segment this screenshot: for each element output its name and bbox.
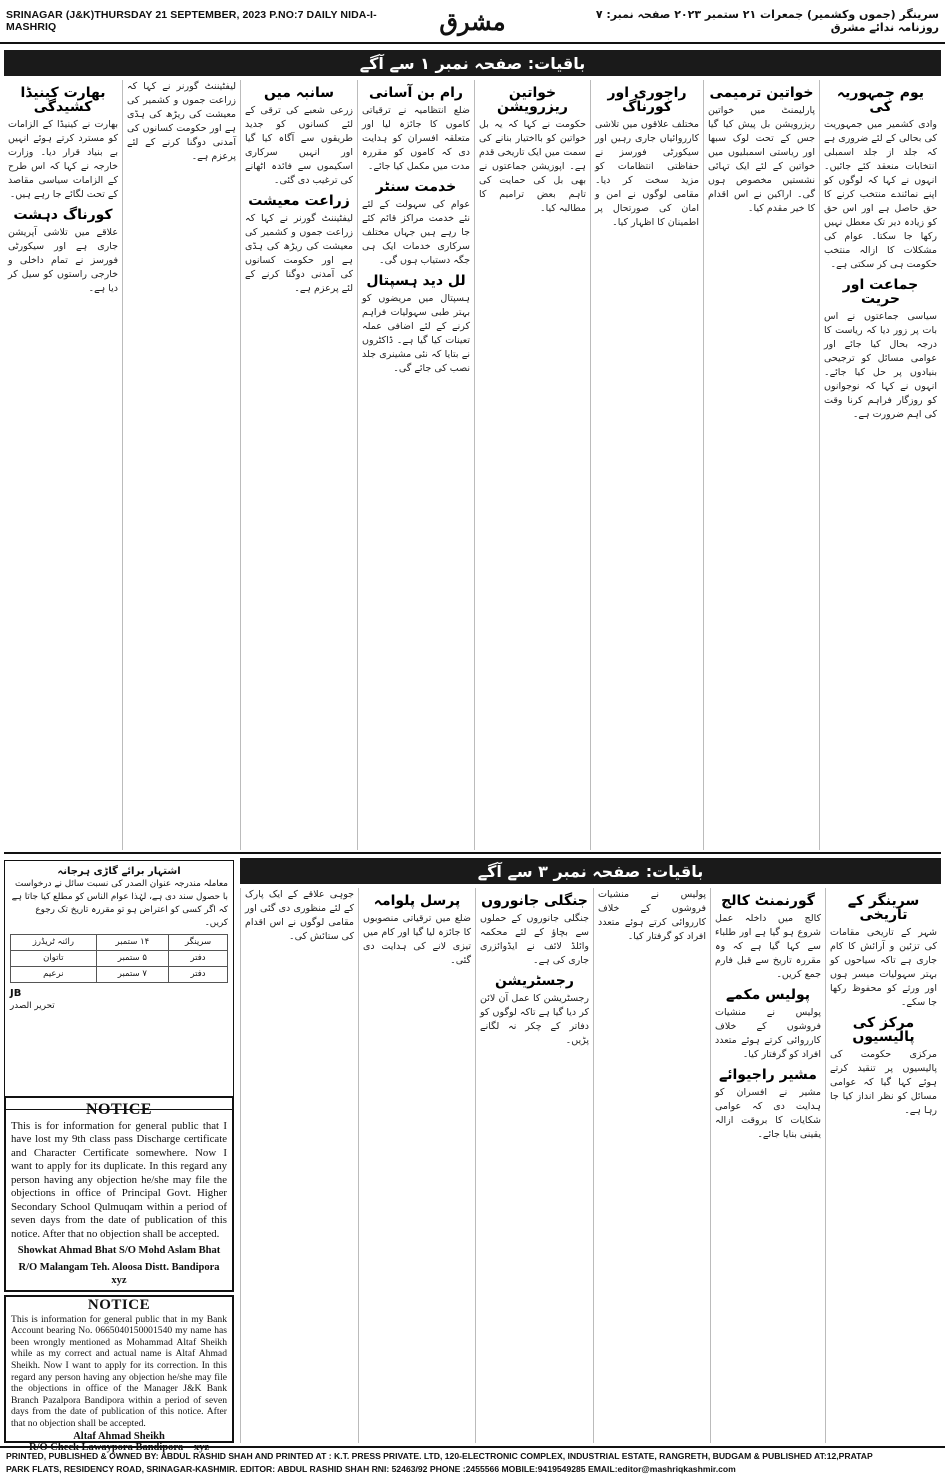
imprint-line: PRINTED, PUBLISHED & OWNED BY: ABDUL RASHID SHAH AND PRINTED AT : K.T. PRESS PRIVATE. LTD, 120-ELECTRONIC COMPLEX, INDUSTRIAL ESTATE, RANGRETH, BUDGAM & PUBLISHED AT:12,PRATAP xyxy=(6,1451,873,1461)
notice-signature-address: R/O Malangam Teh. Aloosa Distt. Bandipora xyz xyxy=(18,1261,220,1286)
urdu-advertisement xyxy=(4,860,234,1110)
article-body: لیفٹیننٹ گورنر نے کہا کہ زراعت جموں و کشمیر کی معیشت کی ریڑھ کی ہڈی ہے اور حکومت کسانوں کی آمدنی دوگنا کرنے کے لئے پرعزم ہے۔ xyxy=(245,213,353,294)
article-body: رجسٹریشن کا عمل آن لائن کر دیا گیا ہے تاکہ لوگوں کو دفاتر کے چکر نہ لگانے پڑیں۔ xyxy=(480,993,589,1046)
ad-title: اشتہار برائے گاڑی ہرجانہ xyxy=(57,866,181,877)
article-body: بھارت نے کینیڈا کے الزامات کو مسترد کرتے ہوئے انہیں بے بنیاد قرار دیا۔ وزارت خارجہ نے کہا کہ اس طرح کے الزامات سیاسی مقاصد کے تحت لگائے جا رہے ہیں۔ xyxy=(8,119,118,200)
news-column xyxy=(710,888,825,1443)
article-body: پولیس نے منشیات فروشوں کے خلاف کارروائی کرتے ہوئے متعدد افراد کو گرفتار کیا۔ xyxy=(598,889,706,942)
section-bar-top: باقیات: صفحہ نمبر ۱ سے آگے xyxy=(4,50,941,76)
article-body: ہسپتال میں مریضوں کو بہتر طبی سہولیات فراہم کرنے کے لئے اضافی عملہ تعینات کیا گیا ہے۔ ڈاکٹروں نے بتایا کہ نئی مشینری جلد نصب کی جائے گی۔ xyxy=(362,293,470,374)
article-heading: مشیر راجیوائے xyxy=(719,1067,817,1083)
notice-address-text: R/O Check Lawaypora Bandipora xyxy=(29,1442,184,1454)
news-column xyxy=(593,888,710,1443)
section-bar-bottom: باقیات: صفحہ نمبر ۳ سے آگے xyxy=(240,858,941,884)
table-cell: ۷ ستمبر xyxy=(96,967,168,983)
news-column xyxy=(474,80,590,850)
header-dateline-urdu: سرینگر (جموں وکشمیر) جمعرات ۲۱ ستمبر ۲۰۲۳ صفحہ نمبر: ۷ روزنامہ ندائے مشرق xyxy=(595,8,939,34)
article-heading: راجوری اور کورناگ xyxy=(607,85,687,115)
news-column xyxy=(358,888,475,1443)
article-heading: پولیس مکمے xyxy=(725,987,811,1003)
table-cell: ۵ ستمبر xyxy=(96,951,168,967)
article-body: سیاسی جماعتوں نے اس بات پر زور دیا کہ ریاست کا درجہ بحال کیا جائے اور عوامی مسائل کو ترجیحی بنیادوں پر حل کیا جائے۔ انہوں نے کہا کہ نوجوانوں کو روزگار فراہم کرنا وقت کی اہم ضرورت ہے۔ xyxy=(824,311,937,420)
article-heading: خواتین ریزرویشن xyxy=(497,85,568,115)
ad-table xyxy=(10,934,228,983)
article-body: ضلع میں ترقیاتی منصوبوں کا جائزہ لیا گیا اور کام میں تیزی لانے کی ہدایت دی گئی۔ xyxy=(363,913,471,966)
article-body: مختلف علاقوں میں تلاشی کارروائیاں جاری رہیں اور سیکورٹی فورسز نے حفاظتی انتظامات کو مزید سخت کر دیا۔ مقامی لوگوں نے امن و امان کی صورتحال پر اطمینان کا اظہار کیا۔ xyxy=(595,119,699,228)
article-body: پولیس نے منشیات فروشوں کے خلاف کارروائی کرتے ہوئے متعدد افراد کو گرفتار کیا۔ xyxy=(715,1007,821,1060)
notice-body: This is for information for general public that I have lost my 9th class pass Discharge certificate and Character Certificate somewhere. Now I want to apply for its duplicate. In this regard any person having any objection he/she may file the objections in office of Principal Govt. Higher Secondary School Qulmuqam within a period of seven days from the date of publication of this notice. After that no objection shall be accepted. xyxy=(11,1119,227,1240)
article-heading: رجسٹریشن xyxy=(495,973,574,989)
article-body: زرعی شعبے کی ترقی کے لئے کسانوں کو جدید طریقوں سے آگاہ کیا گیا اور انہیں سرکاری اسکیموں سے فائدہ اٹھانے کی ترغیب دی گئی۔ xyxy=(245,105,353,186)
article-body: ضلع انتظامیہ نے ترقیاتی کاموں کا جائزہ لیا اور متعلقہ افسران کو ہدایت دی کہ کاموں کو مقررہ مدت میں مکمل کیا جائے۔ xyxy=(362,105,470,172)
notice-name-correction xyxy=(4,1295,234,1454)
news-column xyxy=(825,888,941,1443)
article-heading: جنگلی جانوروں xyxy=(481,893,588,909)
section-divider xyxy=(4,852,941,854)
article-heading: سانبہ میں xyxy=(263,85,335,101)
article-body: مرکزی حکومت کی پالیسیوں پر تنقید کرتے ہوئے کہا گیا کہ عوامی مسائل کو نظر انداز کیا جا رہا ہے۔ xyxy=(830,1049,937,1116)
article-body: جوہی علاقے کے ایک پارک کے لئے منظوری دی گئی اور مقامی لوگوں نے اس اقدام کی ستائش کی۔ xyxy=(245,889,354,942)
article-heading: یوم جمہوریہ کی xyxy=(836,85,925,115)
masthead xyxy=(0,0,945,44)
article-heading: جماعت اور حریت xyxy=(842,277,919,307)
notice-title: NOTICE xyxy=(87,1297,151,1313)
news-column xyxy=(357,80,474,850)
table-cell: دفتر xyxy=(169,951,228,967)
table-cell: نرعیم xyxy=(11,967,97,983)
article-heading: بھارت کینیڈا کشیدگی xyxy=(20,85,106,115)
table-row xyxy=(11,967,228,983)
article-heading: مرکز کی پالیسیوں xyxy=(852,1015,915,1045)
news-column xyxy=(703,80,819,850)
notice-title: NOTICE xyxy=(85,1101,153,1118)
table-cell: دفتر xyxy=(169,967,228,983)
article-heading: کورناگ دہشت xyxy=(13,207,113,223)
article-heading: پرسل پلوامہ xyxy=(373,893,461,909)
article-body: پارلیمنٹ میں خواتین ریزرویشن بل پیش کیا گیا جس کے تحت لوک سبھا اور ریاستی اسمبلیوں میں خواتین کے لئے ایک تہائی نشستیں مخصوص ہوں گی۔ اراکین نے اس اقدام کا خیر مقدم کیا۔ xyxy=(708,105,815,214)
article-body: عوام کی سہولت کے لئے نئے خدمت مراکز قائم کئے جا رہے ہیں جہاں مختلف سرکاری خدمات ایک ہی جگہ دستیاب ہوں گی۔ xyxy=(362,199,470,266)
table-cell: رائنہ ٹریڈرز xyxy=(11,935,97,951)
article-body: حکومت نے کہا کہ یہ بل خواتین کو بااختیار بنانے کی سمت میں ایک تاریخی قدم ہے۔ اپوزیشن جماعتوں نے بھی بل کی حمایت کی تاہم بعض ترامیم کا مطالبہ کیا۔ xyxy=(479,119,586,214)
news-column xyxy=(4,80,122,850)
table-row xyxy=(11,951,228,967)
ad-signature: JB xyxy=(10,988,22,999)
notice-code: xyz xyxy=(193,1442,209,1454)
article-heading: زراعت معیشت xyxy=(248,193,350,209)
header-dateline-english: SRINAGAR (J&K)THURSDAY 21 SEPTEMBER, 2023 P.NO:7 DAILY NIDA-I-MASHRIQ xyxy=(6,9,377,33)
table-cell: ۱۴ ستمبر xyxy=(96,935,168,951)
imprint-line: PARK FLATS, RESIDENCY ROAD, SRINAGAR-KASHMIR. EDITOR: ABDUL RASHID SHAH RNI: 52463/92 PHONE :2455566 MOBILE:9419549285 EMAIL:editor@mashriqkashmir.com xyxy=(6,1464,736,1474)
article-heading: خواتین ترمیمی xyxy=(709,85,814,101)
article-body: کالج میں داخلہ عمل شروع ہو گیا ہے اور طلباء سے کہا گیا ہے کہ وہ مقررہ تاریخ سے قبل فارم جمع کریں۔ xyxy=(715,913,821,980)
news-column xyxy=(122,80,240,850)
ad-body: معاملہ مندرجہ عنوان الصدر کی نسبت سائل نے درخواست با حصول سند دی ہے، لہٰذا عوام الناس کو مطلع کیا جاتا ہے کہ اگر کسی کو اعتراض ہو تو مقررہ تاریخ تک رجوع کریں۔ xyxy=(11,879,228,928)
article-body: لیفٹیننٹ گورنر نے کہا کہ زراعت جموں و کشمیر کی معیشت کی ریڑھ کی ہڈی ہے اور حکومت کسانوں کی آمدنی دوگنا کرنے کے لئے پرعزم ہے۔ xyxy=(127,81,236,162)
table-cell: سرینگر xyxy=(169,935,228,951)
news-column xyxy=(819,80,941,850)
article-heading: سرینگر کے تاریخی xyxy=(847,893,920,923)
article-body: وادی کشمیر میں جمہوریت کی بحالی کے لئے ضروری ہے کہ جلد از جلد اسمبلی انتخابات منعقد کئے جائیں۔ انہوں نے کہا کہ لوگوں کو اپنے نمائندے منتخب کرنے کا حق حاصل ہے اور اس حق کو زیادہ دیر تک معطل نہیں رکھا جا سکتا۔ عوام کی مشکلات کا ازالہ منتخب حکومت ہی کر سکتی ہے۔ xyxy=(824,119,937,270)
article-heading: لل دید ہسپتال xyxy=(366,273,466,289)
news-column xyxy=(475,888,593,1443)
article-heading: رام بن آسانی xyxy=(369,85,463,101)
notice-signature-name: Showkat Ahmad Bhat S/O Mohd Aslam Bhat xyxy=(17,1245,221,1256)
notice-body: This is information for general public that in my Bank Account bearing No. 0665040150001540 my name has been wrongly mentioned as Mohammad Altaf Sheikh while as my correct and actual name is Altaf Ahmad Sheikh. Now I want to apply for its correction. In this regard any person having any objection he/she may file the objections in office of the Manager J&K Bank Branch Pazalpora Bandipora within a period of seven days from the date of publication of this notice. After that no objection shall be accepted. xyxy=(11,1313,227,1429)
news-column xyxy=(240,888,358,1443)
news-column xyxy=(240,80,357,850)
article-body: جنگلی جانوروں کے حملوں سے بچاؤ کے لئے محکمہ وائلڈ لائف نے ایڈوائزری جاری کی ہے۔ xyxy=(480,913,589,966)
notice-lost-certificate xyxy=(4,1096,234,1292)
article-body: شہر کے تاریخی مقامات کی تزئین و آرائش کا کام جاری ہے تاکہ سیاحوں کو بہتر سہولیات میسر ہوں اور ورثے کو محفوظ رکھا جا سکے۔ xyxy=(830,927,937,1008)
table-cell: تاتوان xyxy=(11,951,97,967)
article-body: مشیر نے افسران کو ہدایت دی کہ عوامی شکایات کا بروقت ازالہ یقینی بنایا جائے۔ xyxy=(715,1087,821,1140)
newspaper-logo: مشرق xyxy=(439,6,506,36)
article-body: علاقے میں تلاشی آپریشن جاری ہے اور سیکورٹی فورسز نے تمام داخلی و خارجی راستوں کو سیل کر دیا ہے۔ xyxy=(8,227,118,294)
notice-signature-name: Altaf Ahmad Sheikh xyxy=(73,1430,165,1442)
imprint-footer xyxy=(0,1446,945,1478)
table-row xyxy=(11,935,228,951)
ad-footnote: تحریر الصدر xyxy=(10,1001,55,1011)
article-heading: خدمت سنٹر xyxy=(375,179,457,195)
article-heading: گورنمنٹ کالج xyxy=(721,893,815,909)
news-column xyxy=(590,80,703,850)
